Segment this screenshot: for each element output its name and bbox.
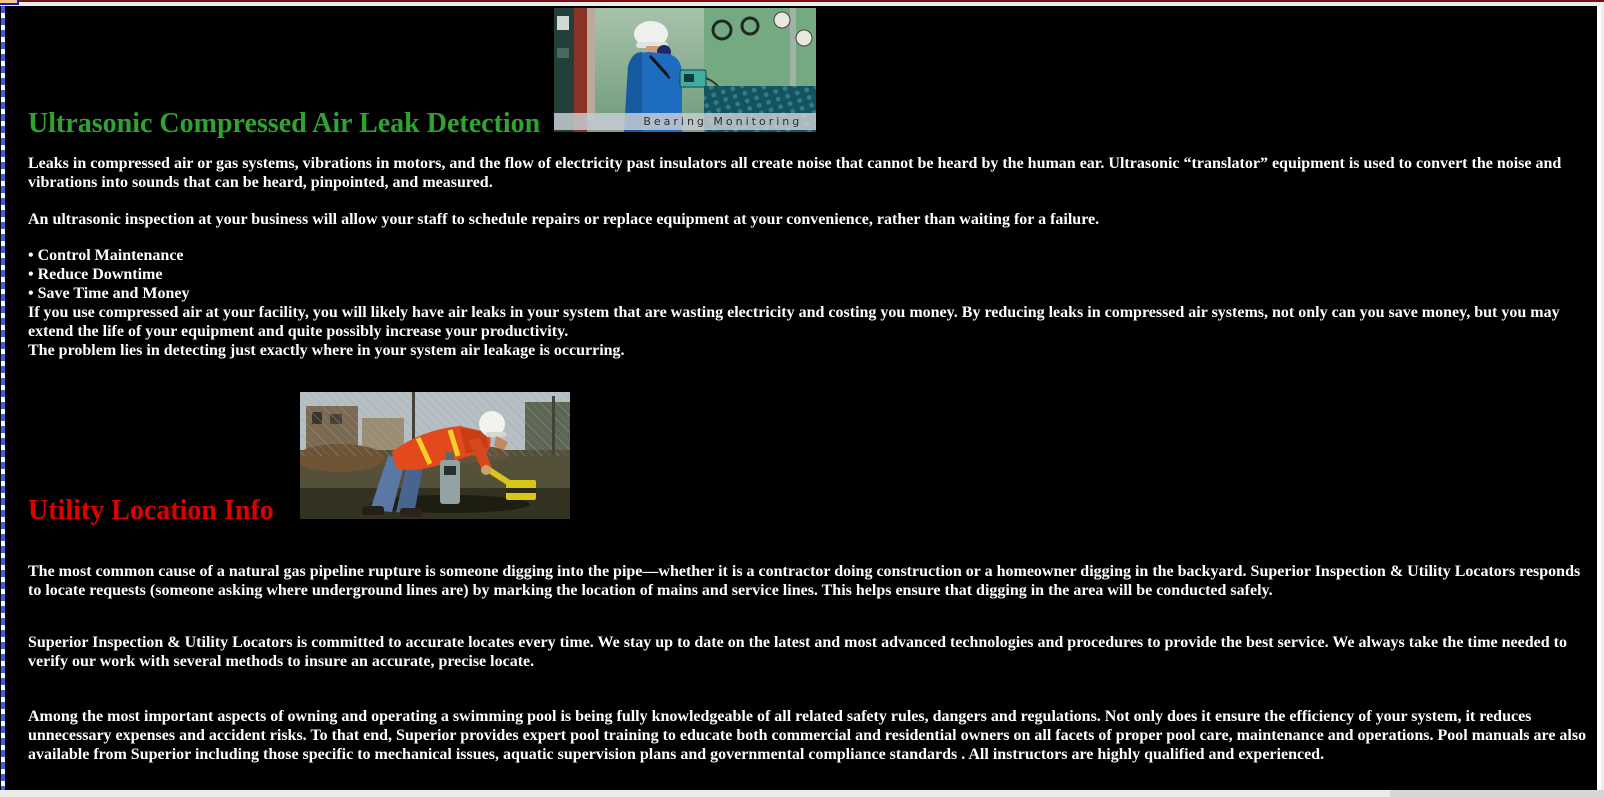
paragraph-pool-training: Among the most important aspects of owning and operating a swimming pool is being fully knowledgeable of all related safety rules, dangers and regulations. Not only does it ensure the efficiency of your system, it reduces unnecessary expenses and accident risks. To that end, Superior provides expert pool training to educate both commercial and residential owners on all facets of proper pool care, maintenance and operations. Pool manuals are also available from Superior including those specific to mechanical issues, aquatic supervision plans and governmental compliance standards . All instructors are highly qualified and experienced. (28, 707, 1587, 763)
bearing-monitoring-image (554, 8, 816, 132)
heading-utility-location: Utility Location Info (28, 495, 274, 527)
browser-corner-fragment[interactable] (0, 0, 19, 5)
benefits-block (28, 246, 1587, 360)
paragraph-inspection: An ultrasonic inspection at your business will allow your staff to schedule repairs or replace equipment at your convenience, rather than waiting for a failure. (28, 211, 1100, 229)
section1-headline-row (28, 8, 1587, 138)
vertical-scrollbar[interactable] (1597, 6, 1601, 790)
paragraph-leaks: Leaks in compressed air or gas systems, vibrations in motors, and the flow of electricity past insulators all create noise that cannot be heard by the human ear. Ultrasonic “translator” equipment is used to convert the noise and vibrations into sounds that can be heard, pinpointed, and measured. (28, 155, 1562, 192)
section2-headline-row (28, 392, 1587, 525)
heading-ultrasonic: Ultrasonic Compressed Air Leak Detection (28, 108, 541, 139)
page-content (0, 6, 1597, 764)
image-caption-bearing-monitoring: Bearing Monitoring (554, 113, 816, 130)
bullet-control-maintenance: • Control Maintenance (28, 247, 184, 265)
bullet-reduce-downtime: • Reduce Downtime (28, 266, 163, 284)
paragraph-if-you-use: If you use compressed air at your facility, you will likely have air leaks in your system that are wasting electricity and costing you money. By reducing leaks in compressed air systems, not only can you save money, but you may extend the life of your equipment and quite possibly increase your productivity. (28, 304, 1560, 341)
browser-top-strip (0, 0, 1604, 6)
web-page (0, 6, 1597, 790)
utility-locator-image (300, 392, 570, 519)
paragraph-committed: Superior Inspection & Utility Locators is committed to accurate locates every time. We stay up to date on the latest and most advanced technologies and procedures to provide the best service. We always take the time needed to verify our work with several methods to insure an accurate, precise locate. (28, 633, 1567, 670)
paragraph-gas-pipeline: The most common cause of a natural gas pipeline rupture is someone digging into the pipe—whether it is a contractor doing construction or a homeowner digging in the backyard. Superior Inspection & Utility Locators responds to locate requests (someone asking where underground lines are) by marking the location of mains and service lines. This helps ensure that digging in the area will be conducted safely. (28, 562, 1581, 599)
bullet-save-time-money: • Save Time and Money (28, 285, 190, 303)
utility-locator-illustration (300, 392, 570, 519)
browser-top-edge (0, 0, 1604, 2)
paragraph-problem: The problem lies in detecting just exactly where in your system air leakage is occurring. (28, 342, 625, 360)
page-left-dashed-border (1, 6, 5, 790)
horizontal-scrollbar[interactable] (0, 790, 1604, 797)
